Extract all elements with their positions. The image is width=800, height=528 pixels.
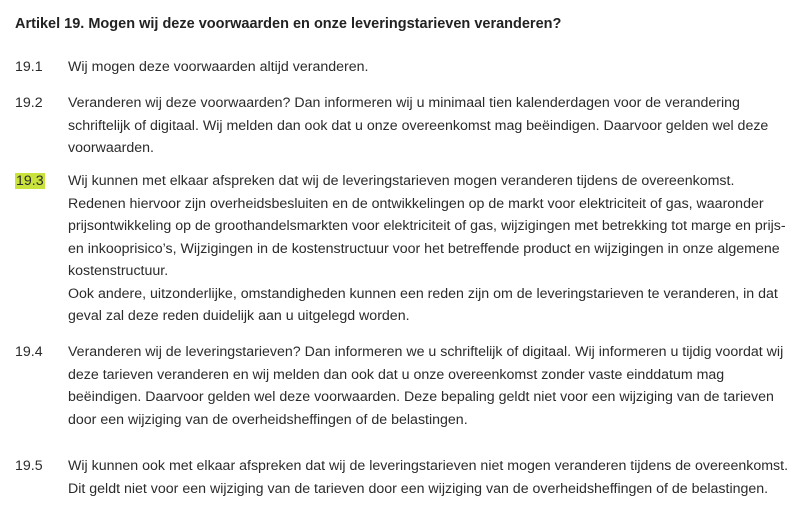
article-heading: Artikel 19. Mogen wij deze voorwaarden en onze leveringstarieven veranderen? — [15, 16, 562, 32]
article-paragraph: Wij kunnen met elkaar afspreken dat wij de leveringstarieven mogen veranderen tijdens de overeenkomst. Redenen hiervoor zijn overheidsbesluiten en de ontwikkelingen op de markt voor elektriciteit of gas, waaronder prijsontwikkeling op de groothandelsmarkten voor elektriciteit of gas, wijzigingen met betrekking tot marge en prijsen inkooprisico’s, Wijzigingen in de kostenstructuur voor het betreffende product en wijzigingen in onze algemene kostenstructuur. — [68, 173, 786, 279]
article-paragraph: Veranderen wij deze voorwaarden? Dan informeren wij u minimaal tien kalenderdagen voor de verandering schriftelijk of digitaal. Wij melden dan ook dat u onze overeenkomst mag beëindigen. Daarvoor gelden wel deze voorwaarden. — [68, 95, 769, 156]
article-text — [68, 170, 795, 328]
article-text — [68, 56, 795, 79]
article-paragraph: Wij mogen deze voorwaarden altijd veranderen. — [68, 59, 369, 75]
article-number-highlighted — [15, 170, 55, 193]
article-number: 19.5 — [15, 458, 43, 474]
article-text — [68, 92, 795, 160]
article-number: 19.1 — [15, 59, 43, 75]
article-paragraph: Ook andere, uitzonderlijke, omstandigheden kunnen een reden zijn om de leveringstarieven te veranderen, in dat geval zal deze reden duidelijk aan u uitgelegd worden. — [68, 285, 778, 324]
article-text — [68, 341, 795, 431]
article-number: 19.2 — [15, 95, 43, 111]
article-number: 19.4 — [15, 344, 43, 360]
article-paragraph: Wij kunnen ook met elkaar afspreken dat wij de leveringstarieven niet mogen veranderen tijdens de overeenkomst. Dit geldt niet voor een wijziging van de tarieven door een wijziging van de overheidsheffingen of de belastingen. — [68, 458, 789, 497]
article-paragraph: Veranderen wij de leveringstarieven? Dan informeren we u schriftelijk of digitaal. Wij informeren u tijdig voordat wij deze tarieven veranderen en wij melden dan ook dat u onze overeenkomst zonder vaste einddatum mag beëindigen. Daarvoor gelden wel deze voorwaarden. Deze bepaling geldt niet voor een wijziging van de tarieven door een wijziging van de overheidsheffingen of de belastingen. — [68, 344, 784, 428]
highlight-mark: 19.3 — [16, 173, 44, 189]
article-text — [68, 455, 795, 500]
